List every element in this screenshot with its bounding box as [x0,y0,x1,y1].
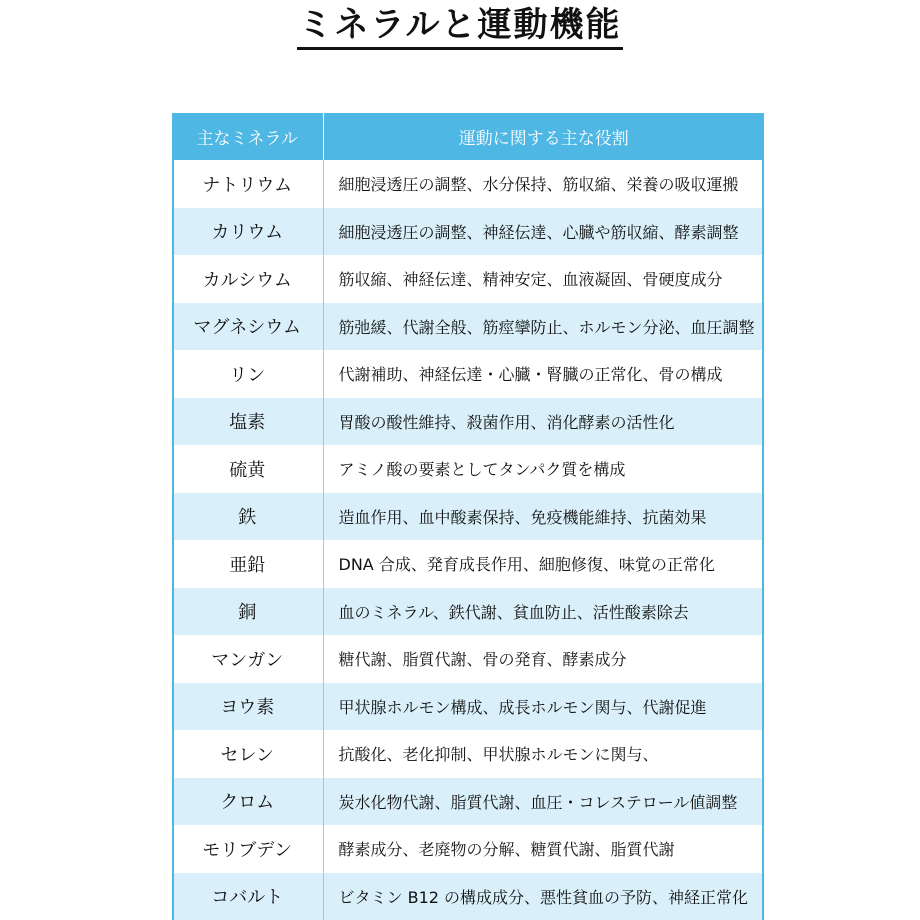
table-row [172,540,764,588]
mineral-role-cell: 胃酸の酸性維持、殺菌作用、消化酵素の活性化 [323,398,764,446]
table-row [172,825,764,873]
mineral-role-cell: 細胞浸透圧の調整、水分保持、筋収縮、栄養の吸収運搬 [323,160,764,208]
mineral-table [172,113,764,920]
page-title-wrap [0,4,920,50]
header-role: 運動に関する主な役割 [323,113,764,160]
mineral-role-cell: 筋収縮、神経伝達、精神安定、血液凝固、骨硬度成分 [323,255,764,303]
header-row [172,113,764,160]
table-row [172,255,764,303]
mineral-name-cell: モリブデン [172,825,323,873]
mineral-name-cell: マンガン [172,635,323,683]
table-row [172,493,764,541]
table-row [172,730,764,778]
mineral-role-cell: 細胞浸透圧の調整、神経伝達、心臓や筋収縮、酵素調整 [323,208,764,256]
table-row [172,683,764,731]
mineral-role-cell: DNA 合成、発育成長作用、細胞修復、味覚の正常化 [323,540,764,588]
mineral-table-container [172,113,764,920]
table-row [172,303,764,351]
table-row [172,350,764,398]
table-row [172,873,764,920]
table-row [172,445,764,493]
table-header [172,113,764,160]
mineral-role-cell: 甲状腺ホルモン構成、成長ホルモン関与、代謝促進 [323,683,764,731]
mineral-name-cell: 鉄 [172,493,323,541]
mineral-role-cell: ビタミン B12 の構成成分、悪性貧血の予防、神経正常化 [323,873,764,920]
table-row [172,778,764,826]
table-row [172,160,764,208]
mineral-name-cell: 塩素 [172,398,323,446]
mineral-name-cell: 銅 [172,588,323,636]
mineral-name-cell: リン [172,350,323,398]
table-row [172,588,764,636]
mineral-name-cell: ナトリウム [172,160,323,208]
mineral-role-cell: 造血作用、血中酸素保持、免疫機能維持、抗菌効果 [323,493,764,541]
mineral-role-cell: 炭水化物代謝、脂質代謝、血圧・コレステロール値調整 [323,778,764,826]
mineral-role-cell: 糖代謝、脂質代謝、骨の発育、酵素成分 [323,635,764,683]
mineral-name-cell: クロム [172,778,323,826]
table-body [172,160,764,920]
mineral-name-cell: コバルト [172,873,323,920]
header-mineral: 主なミネラル [172,113,323,160]
table-row [172,398,764,446]
mineral-role-cell: 抗酸化、老化抑制、甲状腺ホルモンに関与、 [323,730,764,778]
mineral-role-cell: 筋弛緩、代謝全般、筋痙攣防止、ホルモン分泌、血圧調整 [323,303,764,351]
table-row [172,208,764,256]
mineral-role-cell: 血のミネラル、鉄代謝、貧血防止、活性酸素除去 [323,588,764,636]
mineral-name-cell: 硫黄 [172,445,323,493]
page-title: ミネラルと運動機能 [297,4,624,50]
mineral-role-cell: 酵素成分、老廃物の分解、糖質代謝、脂質代謝 [323,825,764,873]
mineral-name-cell: セレン [172,730,323,778]
mineral-name-cell: 亜鉛 [172,540,323,588]
mineral-name-cell: マグネシウム [172,303,323,351]
mineral-name-cell: カリウム [172,208,323,256]
mineral-role-cell: 代謝補助、神経伝達・心臓・腎臓の正常化、骨の構成 [323,350,764,398]
mineral-role-cell: アミノ酸の要素としてタンパク質を構成 [323,445,764,493]
table-row [172,635,764,683]
mineral-name-cell: ヨウ素 [172,683,323,731]
mineral-name-cell: カルシウム [172,255,323,303]
